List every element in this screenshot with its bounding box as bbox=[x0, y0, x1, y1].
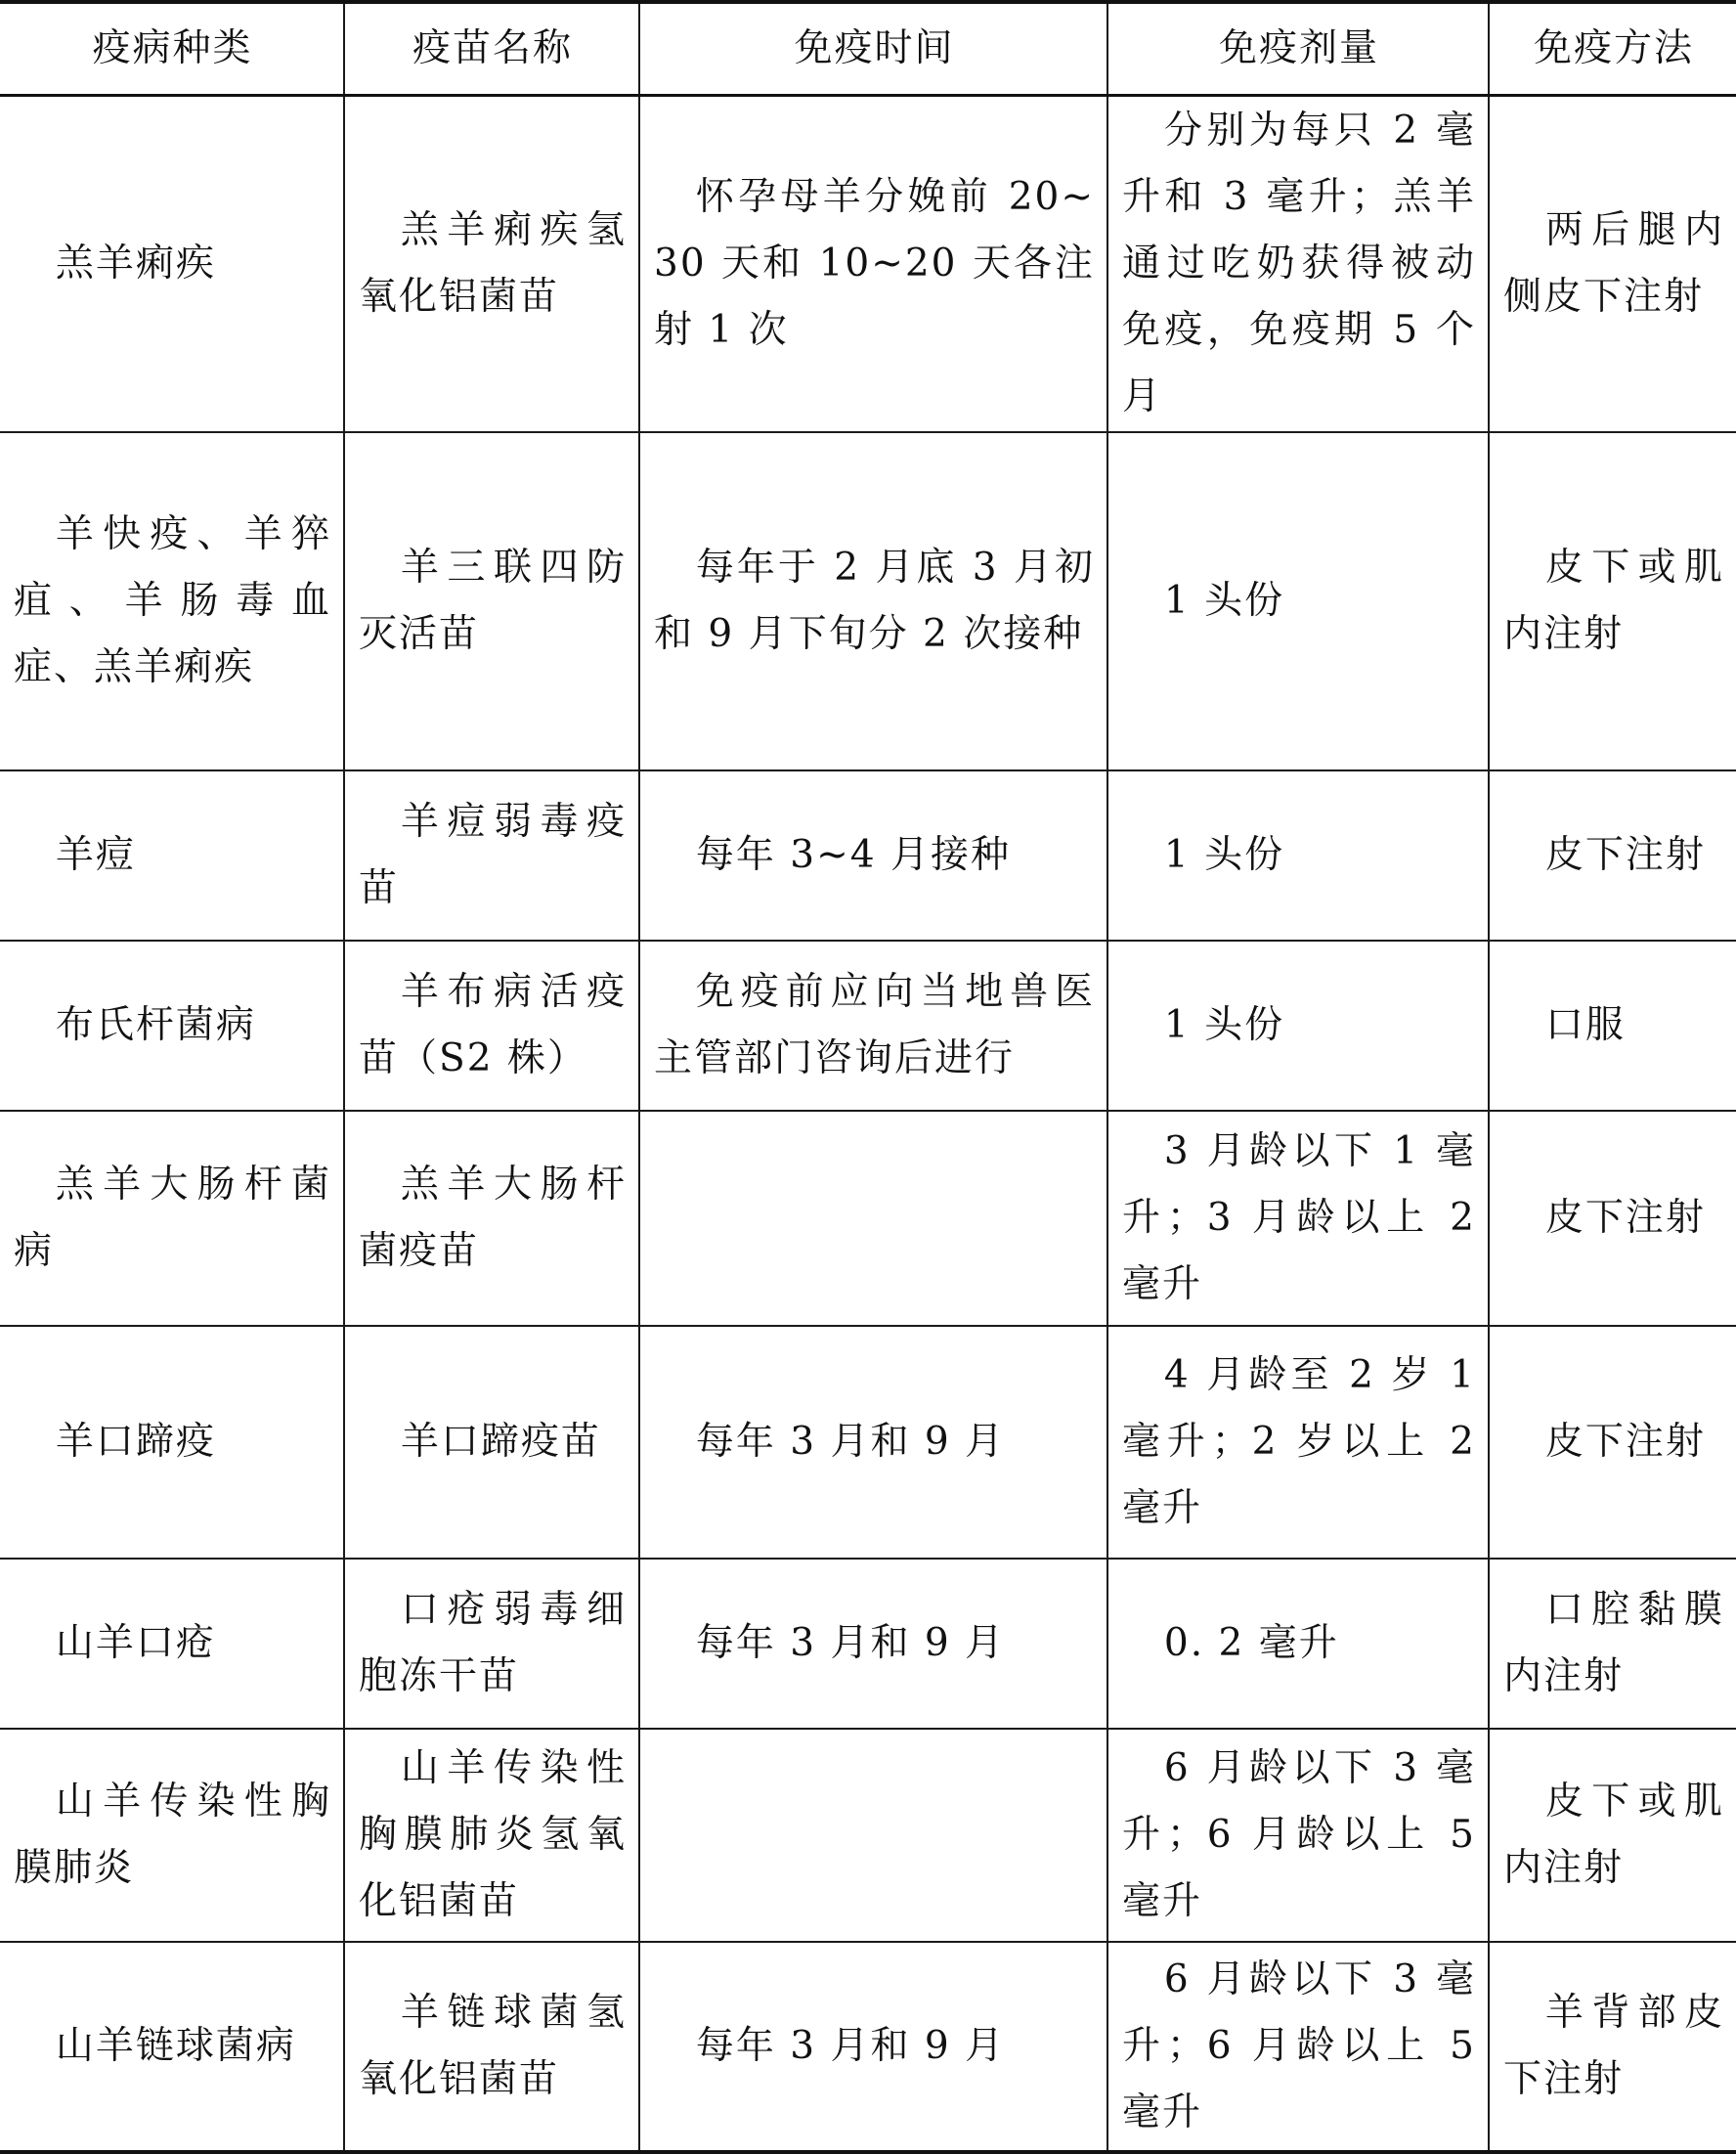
cell-vaccine bbox=[344, 432, 639, 770]
cell-vaccine bbox=[344, 1729, 639, 1942]
cell-dose-text: 0. 2 毫升 bbox=[1163, 1621, 1339, 1665]
cell-disease bbox=[0, 1729, 344, 1942]
cell-method-text: 皮下或肌内注射 bbox=[1503, 1780, 1724, 1890]
cell-dose-text: 分别为每只 2 毫升和 3 毫升；羔羊通过吃奶获得被动免疫，免疫期 5 个月 bbox=[1122, 109, 1476, 418]
cell-method-text: 口服 bbox=[1544, 1003, 1626, 1047]
cell-dose bbox=[1107, 941, 1489, 1111]
cell-method bbox=[1489, 1729, 1736, 1942]
cell-disease bbox=[0, 1942, 344, 2152]
cell-time-text: 怀孕母羊分娩前 20~30 天和 10~20 天各注射 1 次 bbox=[654, 175, 1095, 352]
cell-disease-text: 山羊传染性胸膜肺炎 bbox=[14, 1780, 331, 1890]
header-immunization-time: 免疫时间 bbox=[639, 2, 1107, 96]
cell-vaccine-text: 山羊传染性胸膜肺炎氢氧化铝菌苗 bbox=[359, 1746, 627, 1923]
cell-disease-text: 布氏杆菌病 bbox=[55, 1003, 256, 1047]
cell-dose bbox=[1107, 1559, 1489, 1729]
cell-method bbox=[1489, 1942, 1736, 2152]
cell-disease bbox=[0, 1111, 344, 1326]
cell-method-text: 羊背部皮下注射 bbox=[1503, 1991, 1724, 2101]
cell-vaccine bbox=[344, 941, 639, 1111]
cell-method-text: 口腔黏膜内注射 bbox=[1503, 1588, 1724, 1698]
cell-vaccine bbox=[344, 1942, 639, 2152]
cell-vaccine-text: 羊三联四防灭活苗 bbox=[359, 546, 627, 656]
header-row bbox=[0, 2, 1736, 96]
table-body bbox=[0, 96, 1736, 2153]
cell-time-text: 每年于 2 月底 3 月初和 9 月下旬分 2 次接种 bbox=[654, 546, 1095, 656]
cell-vaccine-text: 羔羊痢疾氢氧化铝菌苗 bbox=[359, 208, 627, 319]
cell-dose bbox=[1107, 1729, 1489, 1942]
table-row bbox=[0, 1729, 1736, 1942]
cell-disease bbox=[0, 96, 344, 433]
cell-time bbox=[639, 1326, 1107, 1559]
cell-vaccine bbox=[344, 770, 639, 941]
cell-time-text: 免疫前应向当地兽医主管部门咨询后进行 bbox=[654, 970, 1095, 1080]
table-row bbox=[0, 1111, 1736, 1326]
cell-dose bbox=[1107, 1111, 1489, 1326]
cell-dose-text: 1 头份 bbox=[1163, 579, 1285, 623]
cell-method bbox=[1489, 432, 1736, 770]
cell-time-text: 每年 3~4 月接种 bbox=[695, 833, 1011, 877]
cell-disease bbox=[0, 1559, 344, 1729]
cell-dose bbox=[1107, 432, 1489, 770]
cell-disease-text: 羊口蹄疫 bbox=[55, 1420, 216, 1464]
table-row bbox=[0, 941, 1736, 1111]
cell-method bbox=[1489, 1111, 1736, 1326]
cell-vaccine bbox=[344, 1111, 639, 1326]
header-immunization-method: 免疫方法 bbox=[1489, 2, 1736, 96]
table-row bbox=[0, 1942, 1736, 2152]
cell-vaccine-text: 羊痘弱毒疫苗 bbox=[359, 800, 627, 910]
cell-time bbox=[639, 1559, 1107, 1729]
cell-disease bbox=[0, 1326, 344, 1559]
cell-time bbox=[639, 1729, 1107, 1942]
cell-dose-text: 3 月龄以下 1 毫升；3 月龄以上 2 毫升 bbox=[1122, 1129, 1476, 1306]
cell-method-text: 皮下或肌内注射 bbox=[1503, 546, 1724, 656]
header-immunization-dose: 免疫剂量 bbox=[1107, 2, 1489, 96]
cell-method bbox=[1489, 941, 1736, 1111]
cell-time bbox=[639, 1111, 1107, 1326]
cell-dose-text: 6 月龄以下 3 毫升；6 月龄以上 5 毫升 bbox=[1122, 1957, 1476, 2134]
table-row bbox=[0, 770, 1736, 941]
cell-vaccine-text: 口疮弱毒细胞冻干苗 bbox=[359, 1588, 627, 1698]
cell-disease-text: 羊痘 bbox=[55, 833, 136, 877]
cell-time bbox=[639, 96, 1107, 433]
cell-method-text: 皮下注射 bbox=[1544, 833, 1706, 877]
cell-method bbox=[1489, 96, 1736, 433]
cell-vaccine-text: 羔羊大肠杆菌疫苗 bbox=[359, 1163, 627, 1273]
cell-dose bbox=[1107, 1942, 1489, 2152]
cell-disease bbox=[0, 941, 344, 1111]
cell-disease bbox=[0, 432, 344, 770]
cell-method bbox=[1489, 1559, 1736, 1729]
cell-time bbox=[639, 1942, 1107, 2152]
cell-disease-text: 山羊链球菌病 bbox=[55, 2024, 296, 2068]
table-row bbox=[0, 432, 1736, 770]
cell-method bbox=[1489, 770, 1736, 941]
cell-dose-text: 4 月龄至 2 岁 1 毫升；2 岁以上 2 毫升 bbox=[1122, 1353, 1476, 1530]
cell-method-text: 皮下注射 bbox=[1544, 1196, 1706, 1240]
cell-disease-text: 羔羊痢疾 bbox=[55, 242, 216, 286]
table-header bbox=[0, 2, 1736, 96]
table-row bbox=[0, 1326, 1736, 1559]
cell-dose bbox=[1107, 770, 1489, 941]
cell-method bbox=[1489, 1326, 1736, 1559]
cell-disease-text: 羊快疫、羊猝疽、羊肠毒血症、羔羊痢疾 bbox=[14, 512, 331, 689]
cell-time-text: 每年 3 月和 9 月 bbox=[695, 1621, 1006, 1665]
table-row bbox=[0, 1559, 1736, 1729]
header-vaccine-name: 疫苗名称 bbox=[344, 2, 639, 96]
cell-time bbox=[639, 770, 1107, 941]
cell-time-text: 每年 3 月和 9 月 bbox=[695, 1420, 1006, 1464]
cell-dose-text: 1 头份 bbox=[1163, 1003, 1285, 1047]
cell-time bbox=[639, 941, 1107, 1111]
cell-method-text: 皮下注射 bbox=[1544, 1420, 1706, 1464]
cell-disease-text: 羔羊大肠杆菌病 bbox=[14, 1163, 331, 1273]
cell-vaccine bbox=[344, 96, 639, 433]
cell-dose-text: 6 月龄以下 3 毫升；6 月龄以上 5 毫升 bbox=[1122, 1746, 1476, 1923]
header-disease-type: 疫病种类 bbox=[0, 2, 344, 96]
cell-disease bbox=[0, 770, 344, 941]
cell-dose bbox=[1107, 96, 1489, 433]
cell-time-text: 每年 3 月和 9 月 bbox=[695, 2024, 1006, 2068]
cell-dose-text: 1 头份 bbox=[1163, 833, 1285, 877]
cell-time bbox=[639, 432, 1107, 770]
cell-vaccine-text: 羊链球菌氢氧化铝菌苗 bbox=[359, 1991, 627, 2101]
cell-vaccine-text: 羊口蹄疫苗 bbox=[400, 1420, 601, 1464]
cell-dose bbox=[1107, 1326, 1489, 1559]
cell-disease-text: 山羊口疮 bbox=[55, 1621, 216, 1665]
cell-vaccine bbox=[344, 1326, 639, 1559]
table-row bbox=[0, 96, 1736, 433]
cell-vaccine bbox=[344, 1559, 639, 1729]
cell-method-text: 两后腿内侧皮下注射 bbox=[1503, 208, 1724, 319]
cell-vaccine-text: 羊布病活疫苗（S2 株） bbox=[359, 970, 627, 1080]
